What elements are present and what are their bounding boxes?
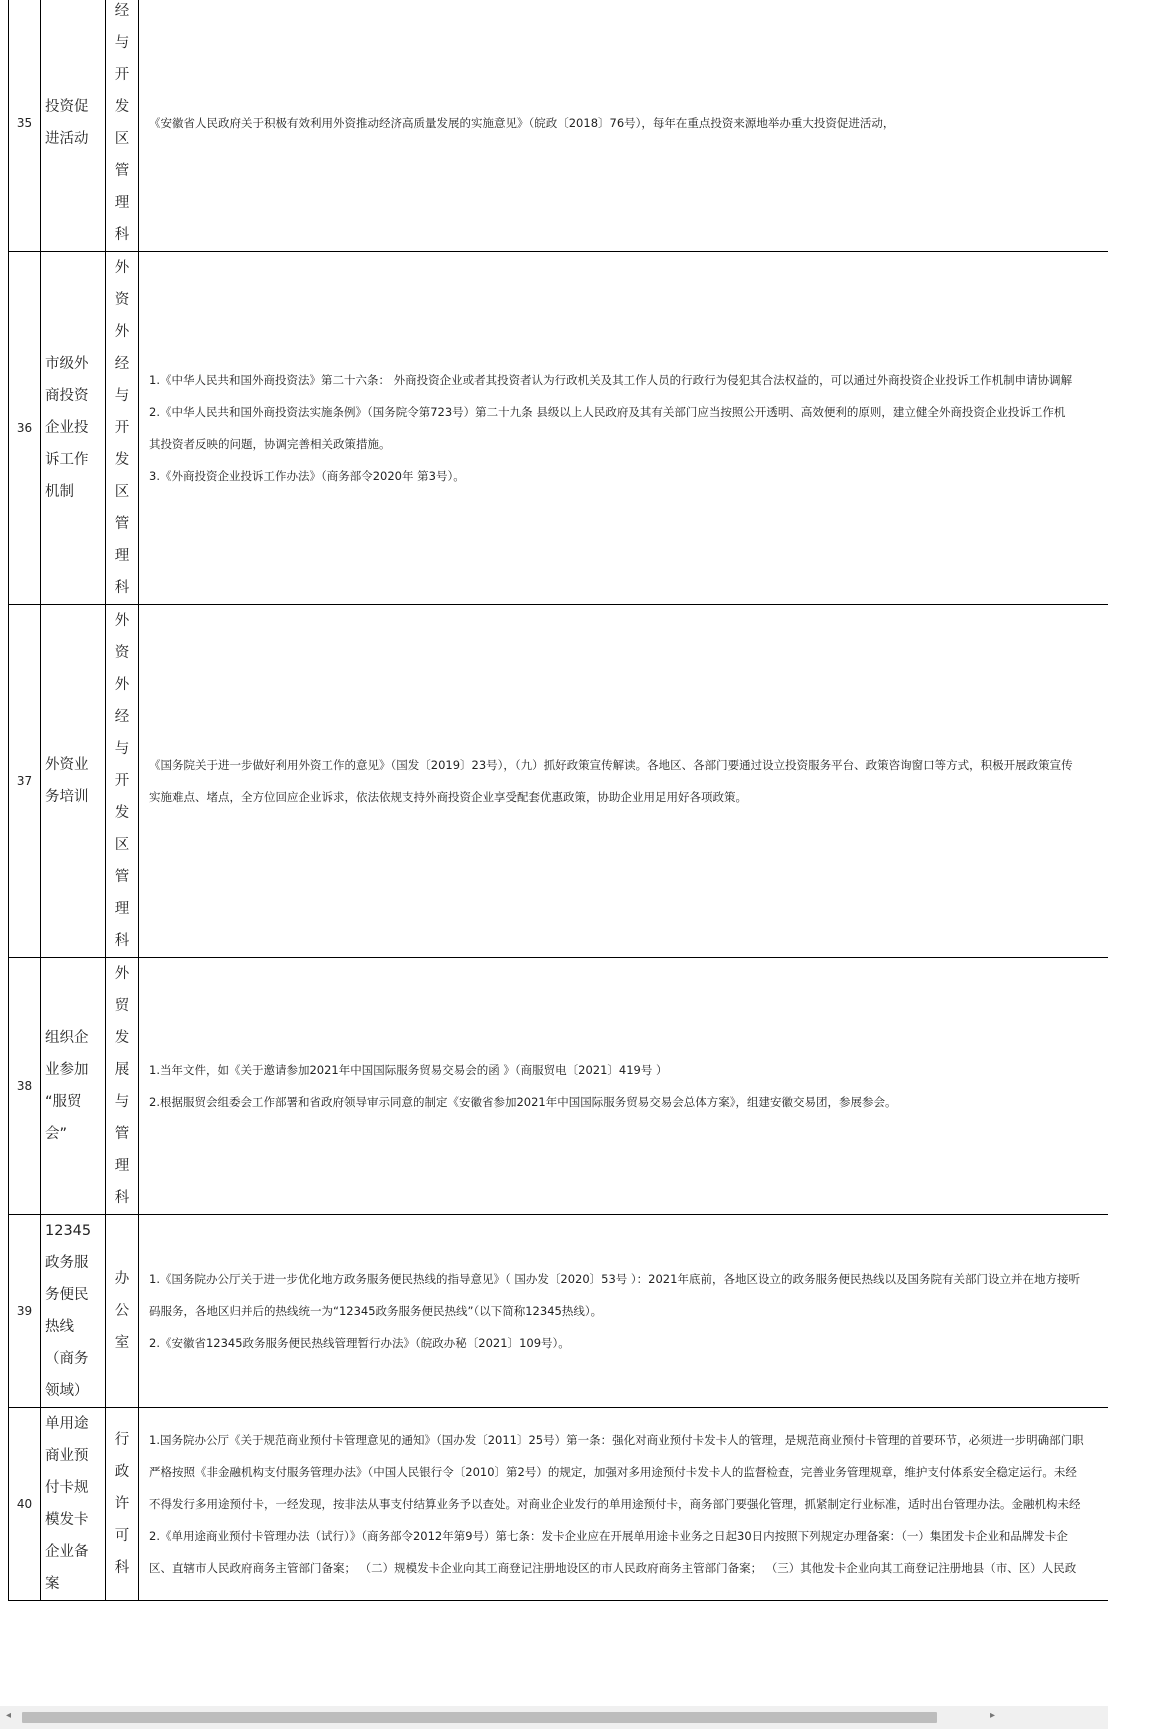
department-char: 展 — [114, 1062, 130, 1078]
service-item-line: 市级外 — [45, 356, 89, 372]
department-char: 发 — [114, 99, 130, 115]
department-char: 发 — [114, 452, 130, 468]
service-item-line: “服贸 — [45, 1094, 82, 1110]
department-char: 与 — [114, 1094, 130, 1110]
department-char: 理 — [114, 1158, 130, 1174]
service-item-line: 付卡规 — [45, 1480, 89, 1496]
service-item-line: 热线 — [45, 1319, 74, 1335]
legal-basis-line: 其投资者反映的问题，协调完善相关政策措施。 — [149, 437, 391, 451]
service-item-line: 投资促 — [45, 99, 89, 115]
scrollbar-thumb[interactable] — [22, 1712, 937, 1723]
service-item-line: 机制 — [45, 484, 74, 500]
department-char: 开 — [114, 67, 130, 83]
service-item-line: 领域） — [45, 1383, 89, 1399]
service-item-line: 会” — [45, 1126, 68, 1142]
department-char: 外 — [114, 966, 130, 982]
department-char: 公 — [114, 1303, 130, 1319]
row-number: 39 — [9, 1215, 41, 1408]
department-char: 与 — [114, 388, 130, 404]
department-char: 许 — [114, 1496, 130, 1512]
department-char: 管 — [114, 163, 130, 179]
department — [106, 0, 139, 252]
department-char: 科 — [114, 227, 130, 243]
department-char: 理 — [114, 901, 130, 917]
department-char: 科 — [114, 580, 130, 596]
service-item — [41, 252, 106, 605]
legal-basis-line: 2.《安徽省12345政务服务便民热线管理暂行办法》（皖政办秘〔2021〕109号）。 — [149, 1336, 570, 1350]
department-char: 经 — [114, 709, 130, 725]
department-char: 经 — [114, 356, 130, 372]
department-char: 管 — [114, 869, 130, 885]
legal-basis-line: 《安徽省人民政府关于积极有效利用外资推动经济高质量发展的实施意见》（皖政〔2018〕76号），每年在重点投资来源地举办重大投资促进活动， — [149, 116, 895, 130]
department-char: 可 — [114, 1528, 130, 1544]
department-char: 资 — [114, 645, 130, 661]
department-char: 室 — [114, 1335, 130, 1351]
department-char: 贸 — [114, 998, 130, 1014]
legal-basis-line: 1.国务院办公厅《关于规范商业预付卡管理意见的通知》（国办发〔2011〕25号）第一条：强化对商业预付卡发卡人的管理，是规范商业预付卡管理的首要环节，必须进一步明确部门职 — [149, 1433, 1084, 1447]
policy-table — [8, 0, 1108, 1601]
service-item-line: 案 — [45, 1576, 60, 1592]
department-char: 办 — [114, 1271, 130, 1287]
scroll-left-arrow-icon[interactable]: ◂ — [6, 1710, 12, 1721]
legal-basis-line: 严格按照《非金融机构支付服务管理办法》（中国人民银行令〔2010〕第2号）的规定，加强对多用途预付卡发卡人的监督检查，完善业务管理规章，维护支付体系安全稳定运行。未经 — [149, 1465, 1077, 1479]
department — [106, 1408, 139, 1601]
service-item — [41, 1215, 106, 1408]
department-char: 管 — [114, 516, 130, 532]
legal-basis-line: 实施难点、堵点，全方位回应企业诉求，依法依规支持外商投资企业享受配套优惠政策，协助企业用足用好各项政策。 — [149, 790, 747, 804]
table-row — [9, 0, 1109, 252]
department-char: 理 — [114, 548, 130, 564]
department-char: 科 — [114, 933, 130, 949]
legal-basis-line: 2.《中华人民共和国外商投资法实施条例》（国务院令第723号）第二十九条 县级以上人民政府及其有关部门应当按照公开透明、高效便利的原则，建立健全外商投资企业投诉工作机 — [149, 405, 1066, 419]
department — [106, 958, 139, 1215]
row-number: 38 — [9, 958, 41, 1215]
department-char: 与 — [114, 35, 130, 51]
service-item-line: 进活动 — [45, 131, 89, 147]
row-number: 36 — [9, 252, 41, 605]
service-item — [41, 1408, 106, 1601]
department-char: 管 — [114, 1126, 130, 1142]
department-char: 资 — [114, 292, 130, 308]
table-row — [9, 958, 1109, 1215]
department-char: 外 — [114, 613, 130, 629]
department-char: 理 — [114, 195, 130, 211]
service-item-line: 外资业 — [45, 757, 89, 773]
service-item-line: 业参加 — [45, 1062, 89, 1078]
table-row — [9, 1408, 1109, 1601]
department-char: 区 — [114, 131, 130, 147]
legal-basis — [139, 1408, 1109, 1601]
department — [106, 1215, 139, 1408]
service-item — [41, 605, 106, 958]
service-item-line: 务培训 — [45, 789, 89, 805]
service-item-line: 商投资 — [45, 388, 89, 404]
department-char: 外 — [114, 677, 130, 693]
service-item-line: 组织企 — [45, 1030, 89, 1046]
legal-basis-line: 1.《中华人民共和国外商投资法》第二十六条： 外商投资企业或者其投资者认为行政机关及其工作人员的行政行为侵犯其合法权益的，可以通过外商投资企业投诉工作机制申请协调解 — [149, 373, 1073, 387]
department-char: 科 — [114, 1190, 130, 1206]
horizontal-scrollbar[interactable] — [0, 1706, 1108, 1729]
legal-basis-line: 1.《国务院办公厅关于进一步优化地方政务服务便民热线的指导意见》（ 国办发〔2020〕53号 ）：2021年底前，各地区设立的政务服务便民热线以及国务院有关部门设立并在地方接听 — [149, 1272, 1080, 1286]
legal-basis — [139, 1215, 1109, 1408]
service-item-line: 12345 — [45, 1223, 92, 1239]
service-item-line: 模发卡 — [45, 1512, 89, 1528]
service-item — [41, 0, 106, 252]
legal-basis-line: 码服务，各地区归并后的热线统一为“12345政务服务便民热线”（以下简称12345热线）。 — [149, 1304, 603, 1318]
department-char: 科 — [114, 1560, 130, 1576]
legal-basis — [139, 605, 1109, 958]
service-item-line: 诉工作 — [45, 452, 89, 468]
service-item — [41, 958, 106, 1215]
service-item-line: 企业投 — [45, 420, 89, 436]
department-char: 发 — [114, 1030, 130, 1046]
legal-basis — [139, 0, 1109, 252]
service-item-line: 单用途 — [45, 1416, 89, 1432]
legal-basis-line: 《国务院关于进一步做好利用外资工作的意见》（国发〔2019〕23号），（九）抓好政策宣传解读。各地区、各部门要通过设立投资服务平台、政策咨询窗口等方式，积极开展政策宣传 — [149, 758, 1073, 772]
service-item-line: 商业预 — [45, 1448, 89, 1464]
legal-basis-line: 1.当年文件，如《关于邀请参加2021年中国国际服务贸易交易会的函 》（商服贸电〔2021〕419号 ） — [149, 1063, 668, 1077]
legal-basis-line: 2.根据服贸会组委会工作部署和省政府领导审示同意的制定《安徽省参加2021年中国国际服务贸易交易会总体方案》，组建安徽交易团，参展参会。 — [149, 1095, 897, 1109]
department-char: 政 — [114, 1464, 130, 1480]
service-item-line: 企业备 — [45, 1544, 89, 1560]
department-char: 发 — [114, 805, 130, 821]
legal-basis-line: 2.《单用途商业预付卡管理办法（试行）》（商务部令2012年第9号）第七条：发卡企业应在开展单用途卡业务之日起30日内按照下列规定办理备案：（一）集团发卡企业和品牌发卡企 — [149, 1529, 1068, 1543]
row-number: 37 — [9, 605, 41, 958]
department-char: 开 — [114, 773, 130, 789]
row-number: 35 — [9, 0, 41, 252]
department-char: 行 — [114, 1432, 130, 1448]
department — [106, 605, 139, 958]
scroll-right-arrow-icon[interactable]: ▸ — [990, 1710, 996, 1721]
row-number: 40 — [9, 1408, 41, 1601]
legal-basis-line: 不得发行多用途预付卡，一经发现，按非法从事支付结算业务予以查处。对商业企业发行的单用途预付卡，商务部门要强化管理，抓紧制定行业标准，适时出台管理办法。金融机构未经 — [149, 1497, 1081, 1511]
legal-basis — [139, 252, 1109, 605]
table-row — [9, 605, 1109, 958]
department-char: 区 — [114, 837, 130, 853]
service-item-line: （商务 — [45, 1351, 89, 1367]
department-char: 外 — [114, 324, 130, 340]
service-item-line: 务便民 — [45, 1287, 89, 1303]
department-char: 与 — [114, 741, 130, 757]
department — [106, 252, 139, 605]
legal-basis-line: 3.《外商投资企业投诉工作办法》（商务部令2020年 第3号）。 — [149, 469, 465, 483]
department-char: 外 — [114, 260, 130, 276]
legal-basis — [139, 958, 1109, 1215]
department-char: 区 — [114, 484, 130, 500]
table-row — [9, 252, 1109, 605]
service-item-line: 政务服 — [45, 1255, 89, 1271]
department-char: 开 — [114, 420, 130, 436]
department-char: 经 — [114, 3, 130, 19]
legal-basis-line: 区、直辖市人民政府商务主管部门备案； （二）规模发卡企业向其工商登记注册地设区的市人民政府商务主管部门备案； （三）其他发卡企业向其工商登记注册地县（市、区）人民政 — [149, 1561, 1077, 1575]
table-row — [9, 1215, 1109, 1408]
